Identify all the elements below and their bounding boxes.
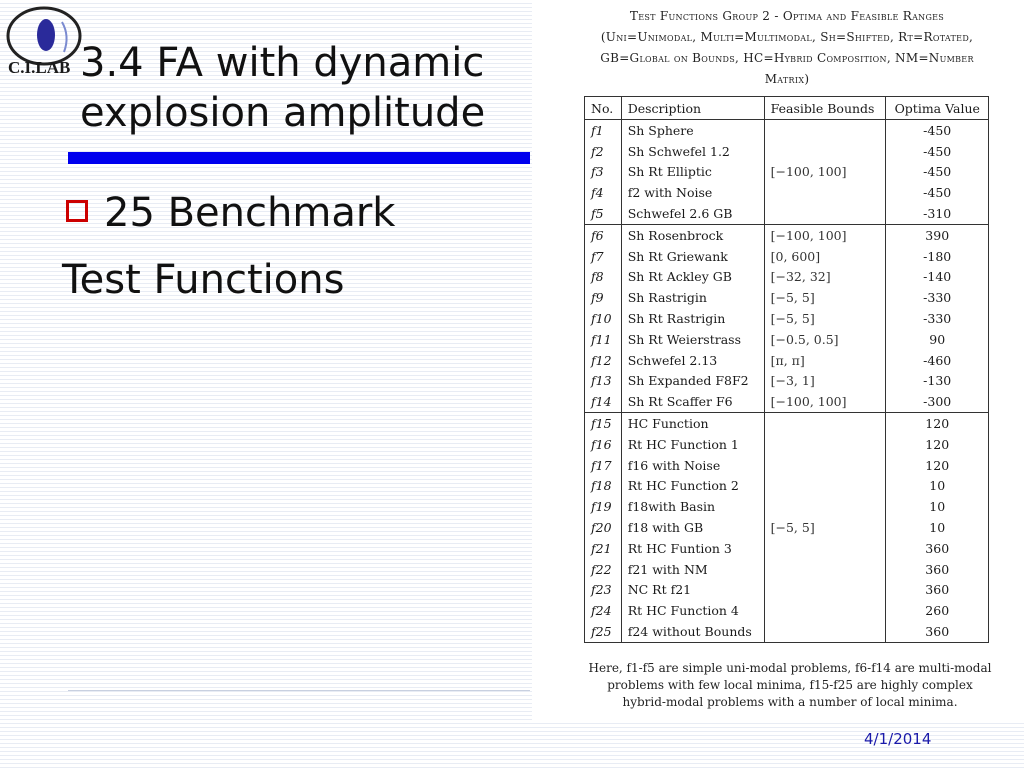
table-row: [585, 141, 989, 162]
footnote-line-2: problems with few local minima, f15-f25 are highly complex: [607, 678, 973, 692]
cell-optima: 360: [886, 580, 989, 601]
cell-bounds: [−3, 1]: [764, 371, 886, 392]
cell-optima: 90: [886, 329, 989, 350]
bullet-continuation: Test Functions: [62, 257, 345, 303]
cell-no: f11: [585, 329, 622, 350]
table-caption: [562, 6, 1012, 90]
table-row: [585, 559, 989, 580]
cell-description: Sh Rt Scaffer F6: [621, 391, 764, 412]
cell-no: f16: [585, 434, 622, 455]
cell-description: Sh Rt Ackley GB: [621, 267, 764, 288]
cell-description: Rt HC Funtion 3: [621, 538, 764, 559]
table-row: [585, 182, 989, 203]
cell-no: f3: [585, 162, 622, 183]
cell-bounds: [0, 600]: [764, 246, 886, 267]
table-row: [585, 517, 989, 538]
cell-no: f17: [585, 455, 622, 476]
cell-description: Sh Rt Weierstrass: [621, 329, 764, 350]
table-body: [585, 120, 989, 643]
cell-optima: -460: [886, 350, 989, 371]
cell-optima: -330: [886, 308, 989, 329]
cell-no: f7: [585, 246, 622, 267]
cell-no: f14: [585, 391, 622, 412]
cell-no: f25: [585, 621, 622, 642]
cell-no: f8: [585, 267, 622, 288]
slide-title: [80, 38, 550, 138]
table-row: [585, 224, 989, 245]
cell-description: f18with Basin: [621, 496, 764, 517]
cell-optima: 10: [886, 517, 989, 538]
cell-bounds: [−5, 5]: [764, 287, 886, 308]
cell-bounds: [764, 141, 886, 162]
cell-description: Rt HC Function 2: [621, 476, 764, 497]
caption-line-2: (Uni=Unimodal, Multi=Multimodal, Sh=Shifted, Rt=Rotated,: [600, 30, 974, 44]
table-row: [585, 621, 989, 642]
cell-description: NC Rt f21: [621, 580, 764, 601]
cell-optima: -300: [886, 391, 989, 412]
cell-bounds: [764, 203, 886, 224]
cell-optima: 120: [886, 455, 989, 476]
cell-bounds: [−32, 32]: [764, 267, 886, 288]
cell-description: f21 with NM: [621, 559, 764, 580]
cell-no: f10: [585, 308, 622, 329]
cell-description: Schwefel 2.13: [621, 350, 764, 371]
cell-bounds: [764, 538, 886, 559]
title-underline-bar: [68, 152, 530, 164]
cell-bounds: [−0.5, 0.5]: [764, 329, 886, 350]
table-header-row: [585, 97, 989, 120]
cell-optima: -450: [886, 162, 989, 183]
header-description: Description: [621, 97, 764, 120]
cell-bounds: [−5, 5]: [764, 517, 886, 538]
cell-description: f18 with GB: [621, 517, 764, 538]
cell-no: f1: [585, 120, 622, 141]
cell-no: f9: [585, 287, 622, 308]
table-row: [585, 287, 989, 308]
cell-optima: 120: [886, 413, 989, 434]
cell-optima: 10: [886, 476, 989, 497]
table-row: [585, 496, 989, 517]
cell-optima: 360: [886, 621, 989, 642]
cell-optima: -140: [886, 267, 989, 288]
cell-optima: 360: [886, 559, 989, 580]
cell-bounds: [764, 580, 886, 601]
bullet-text: 25 Benchmark: [104, 190, 396, 236]
cell-bounds: [764, 455, 886, 476]
cell-optima: 360: [886, 538, 989, 559]
cell-no: f19: [585, 496, 622, 517]
table-row: [585, 246, 989, 267]
table-row: [585, 350, 989, 371]
table-row: [585, 329, 989, 350]
table-row: [585, 267, 989, 288]
cell-bounds: [−5, 5]: [764, 308, 886, 329]
table-row: [585, 455, 989, 476]
title-line-2: explosion amplitude: [80, 90, 486, 136]
cell-optima: -310: [886, 203, 989, 224]
cell-bounds: [764, 434, 886, 455]
footnote-line-1: Here, f1-f5 are simple uni-modal problems, f6-f14 are multi-modal: [588, 661, 992, 675]
cell-no: f20: [585, 517, 622, 538]
cell-no: f13: [585, 371, 622, 392]
cell-description: Sh Rt Griewank: [621, 246, 764, 267]
table-row: [585, 203, 989, 224]
table-row: [585, 308, 989, 329]
cell-description: Rt HC Function 1: [621, 434, 764, 455]
header-optima: Optima Value: [886, 97, 989, 120]
title-line-1: 3.4 FA with dynamic: [80, 40, 485, 86]
cell-description: Rt HC Function 4: [621, 600, 764, 621]
cell-description: Sh Schwefel 1.2: [621, 141, 764, 162]
cell-optima: -450: [886, 141, 989, 162]
cell-bounds: [764, 413, 886, 434]
cell-bounds: [−100, 100]: [764, 391, 886, 412]
cell-no: f5: [585, 203, 622, 224]
cell-optima: -180: [886, 246, 989, 267]
cell-bounds: [−100, 100]: [764, 224, 886, 245]
cell-description: Schwefel 2.6 GB: [621, 203, 764, 224]
cell-no: f12: [585, 350, 622, 371]
footnote-line-3: hybrid-modal problems with a number of local minima.: [622, 695, 958, 709]
cell-description: HC Function: [621, 413, 764, 434]
table-row: [585, 413, 989, 434]
table-panel: [532, 0, 1024, 720]
header-bounds: Feasible Bounds: [764, 97, 886, 120]
cell-optima: 120: [886, 434, 989, 455]
cell-optima: -330: [886, 287, 989, 308]
caption-line-1: Test Functions Group 2 - Optima and Feasible Ranges: [629, 9, 945, 23]
cell-no: f24: [585, 600, 622, 621]
cell-description: f24 without Bounds: [621, 621, 764, 642]
footer-divider: [68, 690, 530, 691]
cell-bounds: [764, 182, 886, 203]
cell-optima: 10: [886, 496, 989, 517]
cell-optima: -450: [886, 120, 989, 141]
table-row: [585, 580, 989, 601]
slide-date: 4/1/2014: [864, 730, 932, 748]
table-row: [585, 538, 989, 559]
cell-description: Sh Expanded F8F2: [621, 371, 764, 392]
table-row: [585, 162, 989, 183]
cell-optima: -450: [886, 182, 989, 203]
cell-no: f2: [585, 141, 622, 162]
header-no: No.: [585, 97, 622, 120]
cell-no: f23: [585, 580, 622, 601]
table-row: [585, 371, 989, 392]
bullet-item: [66, 188, 395, 238]
caption-line-3: GB=Global on Bounds, HC=Hybrid Composition, NM=Number: [600, 51, 974, 65]
cell-bounds: [π, π]: [764, 350, 886, 371]
cell-no: f6: [585, 224, 622, 245]
bullet-square-icon: [66, 200, 88, 222]
cell-bounds: [−100, 100]: [764, 162, 886, 183]
caption-line-4: Matrix): [764, 72, 810, 86]
cell-no: f18: [585, 476, 622, 497]
table-row: [585, 476, 989, 497]
cell-bounds: [764, 496, 886, 517]
cell-bounds: [764, 621, 886, 642]
cell-description: Sh Rt Rastrigin: [621, 308, 764, 329]
cell-description: Sh Rosenbrock: [621, 224, 764, 245]
cell-optima: -130: [886, 371, 989, 392]
table-footnote: [580, 660, 1000, 711]
table-row: [585, 600, 989, 621]
cell-no: f15: [585, 413, 622, 434]
cell-description: f16 with Noise: [621, 455, 764, 476]
cell-description: Sh Rastrigin: [621, 287, 764, 308]
cell-optima: 260: [886, 600, 989, 621]
cell-bounds: [764, 476, 886, 497]
cell-bounds: [764, 600, 886, 621]
cell-no: f4: [585, 182, 622, 203]
cell-no: f21: [585, 538, 622, 559]
test-functions-table: [584, 96, 989, 643]
cell-bounds: [764, 559, 886, 580]
table-row: [585, 120, 989, 141]
cell-description: Sh Sphere: [621, 120, 764, 141]
cell-optima: 390: [886, 224, 989, 245]
cell-description: f2 with Noise: [621, 182, 764, 203]
table-row: [585, 391, 989, 412]
table-row: [585, 434, 989, 455]
logo-text: C.I.LAB: [8, 58, 71, 77]
cell-bounds: [764, 120, 886, 141]
cell-no: f22: [585, 559, 622, 580]
cell-description: Sh Rt Elliptic: [621, 162, 764, 183]
